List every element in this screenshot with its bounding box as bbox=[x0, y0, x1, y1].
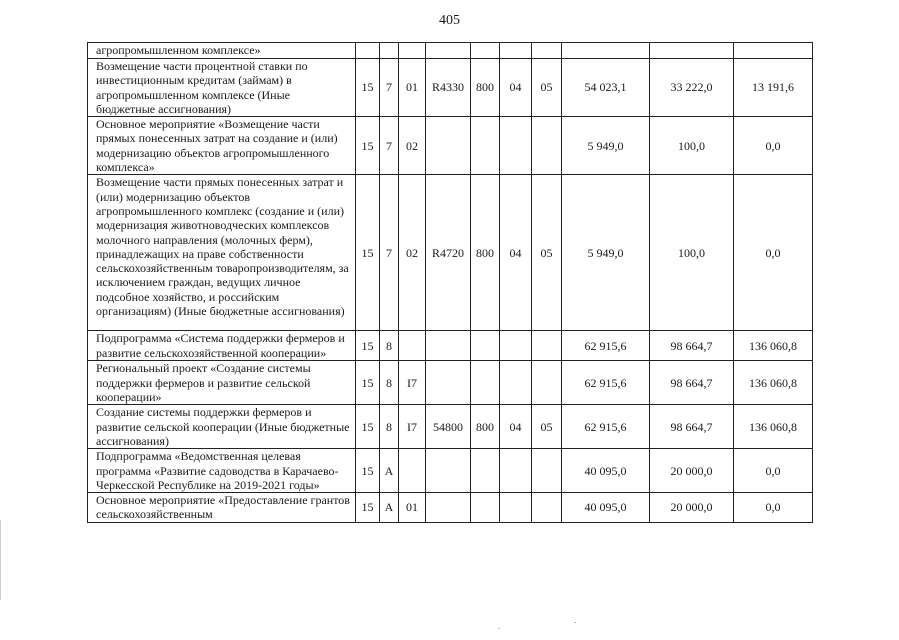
row-description: Региональный проект «Создание системы поддержки фермеров и развитие сельской кооперации» bbox=[88, 361, 356, 405]
scan-speck bbox=[498, 628, 500, 629]
code-subsection: 05 bbox=[532, 59, 562, 117]
row-description: Подпрограмма «Ведомственная целевая программа «Развитие садоводства в Карачаево-Черкесской Республике на 2019-2021 годы» bbox=[88, 449, 356, 493]
code-activity bbox=[399, 43, 426, 59]
code-ministry: 15 bbox=[356, 449, 380, 493]
code-section: 04 bbox=[500, 405, 532, 449]
code-program: 8 bbox=[380, 405, 399, 449]
code-subsection bbox=[532, 493, 562, 523]
amount-year-1: 5 949,0 bbox=[562, 175, 650, 331]
row-description: Возмещение части процентной ставки по инвестиционным кредитам (займам) в агропромышленном комплексе (Иные бюджетные ассигнования) bbox=[88, 59, 356, 117]
code-ministry: 15 bbox=[356, 405, 380, 449]
code-section bbox=[500, 361, 532, 405]
amount-year-2 bbox=[650, 43, 734, 59]
table-row bbox=[88, 493, 813, 523]
amount-year-3: 0,0 bbox=[734, 449, 813, 493]
amount-year-2: 98 664,7 bbox=[650, 361, 734, 405]
code-target bbox=[426, 449, 471, 493]
amount-year-1: 54 023,1 bbox=[562, 59, 650, 117]
code-section: 04 bbox=[500, 175, 532, 331]
code-ministry: 15 bbox=[356, 493, 380, 523]
amount-year-3 bbox=[734, 43, 813, 59]
amount-year-3: 136 060,8 bbox=[734, 331, 813, 361]
amount-year-3: 0,0 bbox=[734, 175, 813, 331]
amount-year-1: 40 095,0 bbox=[562, 449, 650, 493]
code-section bbox=[500, 493, 532, 523]
code-subsection bbox=[532, 43, 562, 59]
code-target bbox=[426, 117, 471, 175]
amount-year-3: 136 060,8 bbox=[734, 405, 813, 449]
table-row bbox=[88, 361, 813, 405]
code-target: R4330 bbox=[426, 59, 471, 117]
code-subsection bbox=[532, 449, 562, 493]
code-subsection bbox=[532, 361, 562, 405]
amount-year-1: 62 915,6 bbox=[562, 331, 650, 361]
code-ministry: 15 bbox=[356, 361, 380, 405]
code-section bbox=[500, 43, 532, 59]
code-section bbox=[500, 331, 532, 361]
table-row bbox=[88, 175, 813, 331]
code-expense-type: 800 bbox=[471, 59, 500, 117]
code-target: R4720 bbox=[426, 175, 471, 331]
row-description: Подпрограмма «Система поддержки фермеров и развитие сельскохозяйственной кооперации» bbox=[88, 331, 356, 361]
code-expense-type bbox=[471, 493, 500, 523]
amount-year-3: 136 060,8 bbox=[734, 361, 813, 405]
code-target bbox=[426, 331, 471, 361]
amount-year-2: 20 000,0 bbox=[650, 449, 734, 493]
code-expense-type bbox=[471, 331, 500, 361]
code-program: А bbox=[380, 493, 399, 523]
amount-year-2: 98 664,7 bbox=[650, 405, 734, 449]
code-target: 54800 bbox=[426, 405, 471, 449]
amount-year-2: 20 000,0 bbox=[650, 493, 734, 523]
amount-year-1: 40 095,0 bbox=[562, 493, 650, 523]
code-target bbox=[426, 493, 471, 523]
code-expense-type: 800 bbox=[471, 175, 500, 331]
code-expense-type bbox=[471, 361, 500, 405]
table-row bbox=[88, 43, 813, 59]
amount-year-3: 0,0 bbox=[734, 117, 813, 175]
code-ministry: 15 bbox=[356, 175, 380, 331]
code-program bbox=[380, 43, 399, 59]
budget-table bbox=[87, 42, 813, 523]
page-number: 405 bbox=[439, 13, 460, 28]
scan-edge-line bbox=[0, 520, 1, 600]
code-ministry: 15 bbox=[356, 331, 380, 361]
code-expense-type bbox=[471, 117, 500, 175]
code-activity: I7 bbox=[399, 361, 426, 405]
code-program: 7 bbox=[380, 175, 399, 331]
amount-year-2: 100,0 bbox=[650, 117, 734, 175]
code-activity: 01 bbox=[399, 59, 426, 117]
row-description: Основное мероприятие «Предоставление грантов сельскохозяйственным bbox=[88, 493, 356, 523]
table-row bbox=[88, 117, 813, 175]
code-section bbox=[500, 117, 532, 175]
amount-year-1: 5 949,0 bbox=[562, 117, 650, 175]
scan-speck bbox=[574, 622, 576, 623]
table-row bbox=[88, 405, 813, 449]
row-description: Создание системы поддержки фермеров и развитие сельской кооперации (Иные бюджетные ассигнования) bbox=[88, 405, 356, 449]
row-description: Возмещение части прямых понесенных затрат и (или) модернизацию объектов агропромышленного комплекс (создание и (или) модернизация животноводческих комплексов молочного направления (молочных ферм), принадлежащих на праве собственности сельскохозяйственным товаропроизводителям, за исключением граждан, ведущих личное подсобное хозяйство, и российским организациям) (Иные бюджетные ассигнования) bbox=[88, 175, 356, 331]
code-expense-type bbox=[471, 449, 500, 493]
code-section bbox=[500, 449, 532, 493]
code-ministry bbox=[356, 43, 380, 59]
code-program: 8 bbox=[380, 361, 399, 405]
code-target bbox=[426, 43, 471, 59]
code-subsection: 05 bbox=[532, 405, 562, 449]
table-row bbox=[88, 59, 813, 117]
amount-year-1: 62 915,6 bbox=[562, 405, 650, 449]
code-subsection: 05 bbox=[532, 175, 562, 331]
code-subsection bbox=[532, 117, 562, 175]
code-expense-type bbox=[471, 43, 500, 59]
code-subsection bbox=[532, 331, 562, 361]
amount-year-1: 62 915,6 bbox=[562, 361, 650, 405]
code-activity bbox=[399, 449, 426, 493]
code-program: 7 bbox=[380, 117, 399, 175]
table-row bbox=[88, 449, 813, 493]
amount-year-1 bbox=[562, 43, 650, 59]
code-program: 8 bbox=[380, 331, 399, 361]
code-target bbox=[426, 361, 471, 405]
code-expense-type: 800 bbox=[471, 405, 500, 449]
code-ministry: 15 bbox=[356, 117, 380, 175]
amount-year-2: 100,0 bbox=[650, 175, 734, 331]
code-activity: 01 bbox=[399, 493, 426, 523]
code-activity: 02 bbox=[399, 175, 426, 331]
amount-year-3: 0,0 bbox=[734, 493, 813, 523]
code-activity bbox=[399, 331, 426, 361]
code-activity: 02 bbox=[399, 117, 426, 175]
row-description: Основное мероприятие «Возмещение части прямых понесенных затрат на создание и (или) модернизацию объектов агропромышленного комплекса» bbox=[88, 117, 356, 175]
amount-year-2: 33 222,0 bbox=[650, 59, 734, 117]
row-description: агропромышленном комплексе» bbox=[88, 43, 356, 59]
code-activity: I7 bbox=[399, 405, 426, 449]
table-row bbox=[88, 331, 813, 361]
amount-year-3: 13 191,6 bbox=[734, 59, 813, 117]
code-ministry: 15 bbox=[356, 59, 380, 117]
code-program: 7 bbox=[380, 59, 399, 117]
code-section: 04 bbox=[500, 59, 532, 117]
code-program: А bbox=[380, 449, 399, 493]
amount-year-2: 98 664,7 bbox=[650, 331, 734, 361]
